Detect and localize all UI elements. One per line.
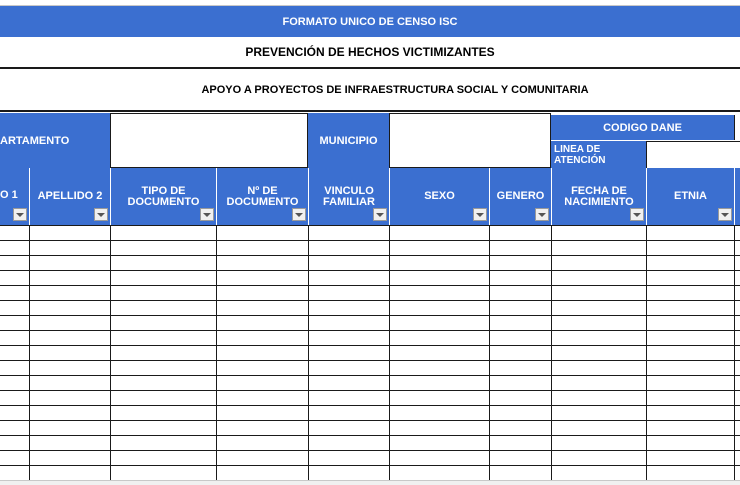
col-header-tipo-doc: TIPO DE DOCUMENTO [111, 168, 216, 225]
codigo-dane-label: CODIGO DANE [551, 115, 734, 140]
grid-row-line [0, 315, 740, 316]
linea-atencion-value-cell[interactable] [646, 141, 740, 168]
grid-row-line [0, 420, 740, 421]
departamento-value-cell[interactable] [110, 113, 308, 168]
project-row [0, 69, 740, 112]
subtitle-row [0, 37, 740, 69]
grid-row-line [0, 360, 740, 361]
column-header-row [0, 168, 740, 225]
col-header-sexo: SEXO [390, 168, 489, 225]
grid-row-line [0, 300, 740, 301]
filter-dropdown-etnia[interactable] [718, 208, 732, 221]
filter-dropdown-tipo-doc[interactable] [200, 208, 214, 221]
grid-column-line [646, 225, 647, 480]
col-header-vinculo: VINCULO FAMILIAR [309, 168, 389, 225]
grid-row-line [0, 345, 740, 346]
title-banner [0, 6, 740, 37]
col-header-etnia: ETNIA [647, 168, 734, 225]
grid-row-line [0, 450, 740, 451]
title-text: FORMATO UNICO DE CENSO ISC [282, 15, 458, 28]
linea-atencion-label: LINEA DE ATENCIÓN [551, 141, 646, 168]
grid-column-line [489, 225, 490, 480]
horizontal-scrollbar[interactable] [0, 480, 740, 485]
grid-row-line [0, 390, 740, 391]
grid-row-line [0, 435, 740, 436]
grid-row-line [0, 225, 740, 226]
grid-row-line [0, 375, 740, 376]
grid-column-line [216, 225, 217, 480]
codigo-dane-value-cell[interactable] [734, 115, 740, 140]
grid-row-line [0, 330, 740, 331]
col-header-genero: GENERO [490, 168, 551, 225]
grid-row-line [0, 270, 740, 271]
filter-dropdown-num-doc[interactable] [292, 208, 306, 221]
filter-dropdown-apellido1[interactable] [13, 208, 27, 221]
data-grid[interactable] [0, 225, 740, 480]
grid-column-line [389, 225, 390, 480]
grid-row-line [0, 465, 740, 466]
subtitle-text: PREVENCIÓN DE HECHOS VICTIMIZANTES [245, 45, 495, 59]
filter-dropdown-apellido2[interactable] [94, 208, 108, 221]
grid-row-line [0, 240, 740, 241]
municipio-value-cell[interactable] [389, 113, 551, 168]
grid-column-line [110, 225, 111, 480]
filter-dropdown-sexo[interactable] [473, 208, 487, 221]
col-header-fecha-nac: FECHA DE NACIMIENTO [552, 168, 646, 225]
grid-row-line [0, 405, 740, 406]
col-header-apellido1: O 1 [0, 168, 29, 225]
municipio-label: MUNICIPIO [308, 113, 389, 168]
col-header-next [735, 168, 740, 225]
project-text: APOYO A PROYECTOS DE INFRAESTRUCTURA SOCIAL Y COMUNITARIA [201, 83, 589, 96]
departamento-label: ARTAMENTO [0, 113, 110, 168]
filter-dropdown-fecha-nac[interactable] [630, 208, 644, 221]
col-header-apellido2: APELLIDO 2 [30, 168, 110, 225]
grid-column-line [29, 225, 30, 480]
grid-column-line [551, 225, 552, 480]
grid-column-line [308, 225, 309, 480]
filter-dropdown-genero[interactable] [535, 208, 549, 221]
grid-column-line [734, 225, 735, 480]
col-header-num-doc: Nº DE DOCUMENTO [217, 168, 308, 225]
grid-row-line [0, 285, 740, 286]
filter-dropdown-vinculo[interactable] [373, 208, 387, 221]
grid-row-line [0, 255, 740, 256]
